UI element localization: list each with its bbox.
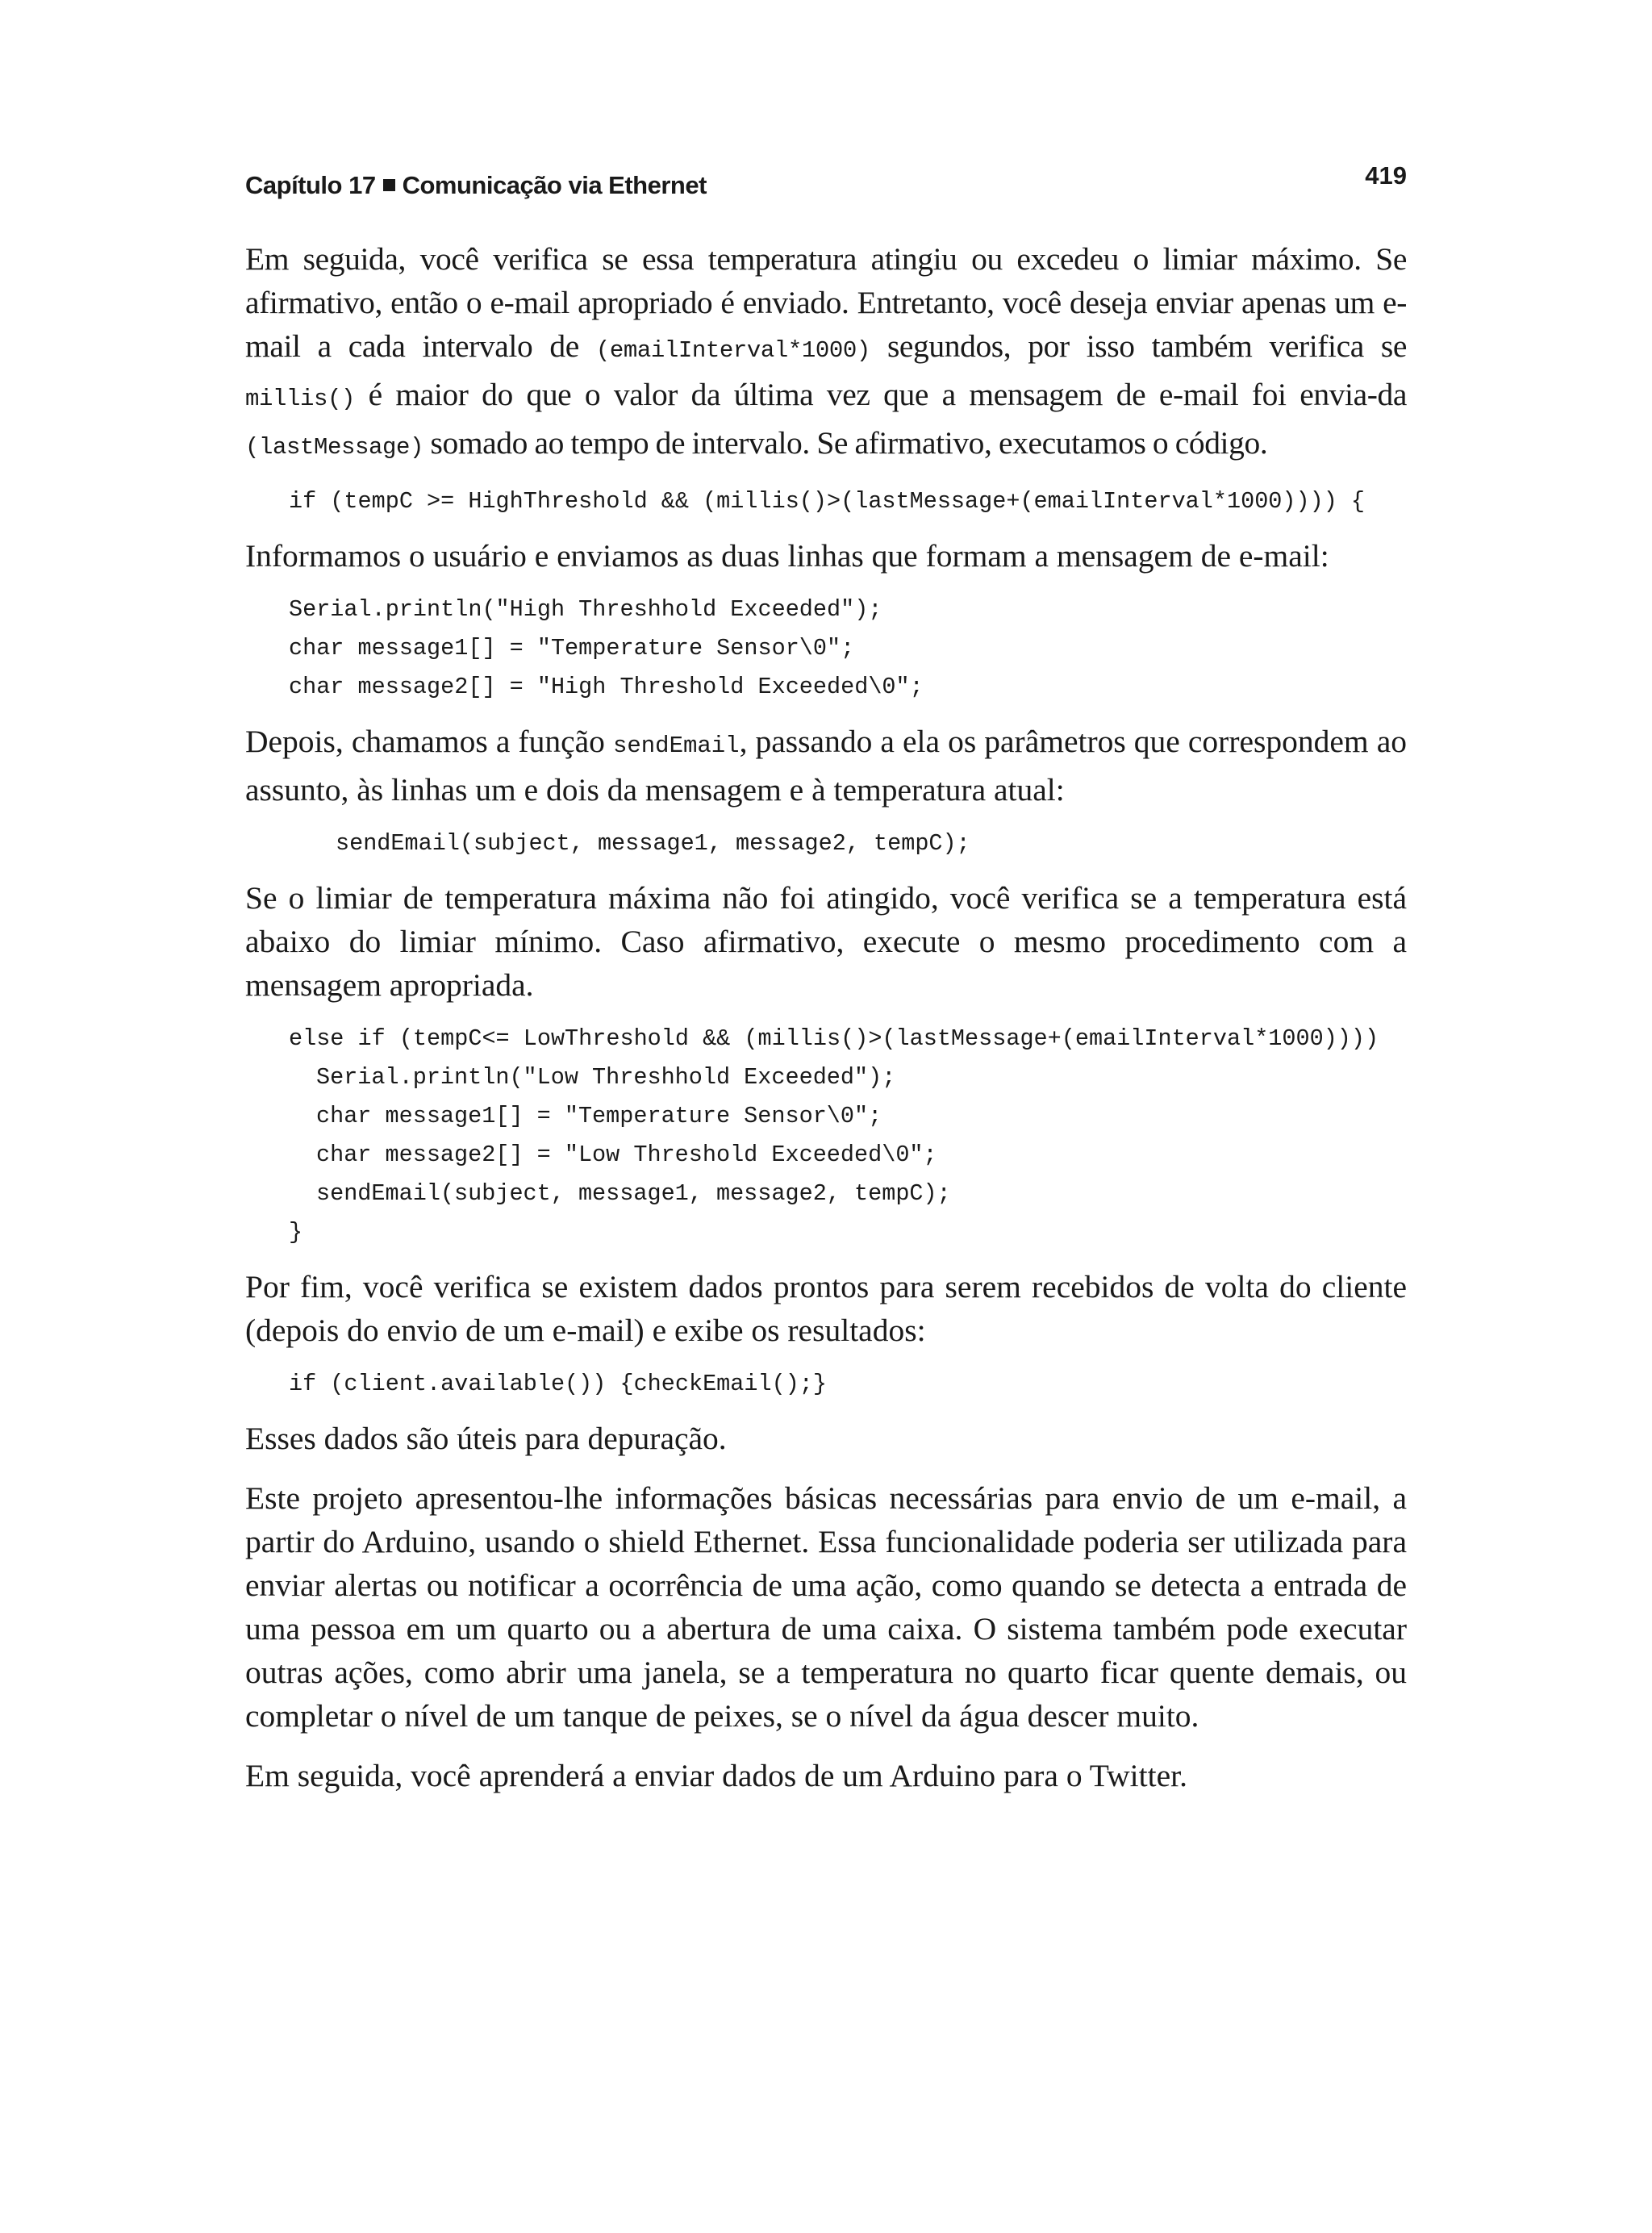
paragraph-1-text-b: segundos, por isso também verifica se xyxy=(870,328,1407,364)
black-square-icon xyxy=(383,179,395,191)
code-line: sendEmail(subject, message1, message2, tempC); xyxy=(336,830,970,857)
paragraph-3 xyxy=(245,720,1407,812)
code-line: char message2[] = "Low Threshold Exceeded\0"; xyxy=(316,1142,937,1168)
inline-code-millis: millis() xyxy=(245,386,356,412)
code-line: if (client.available()) {checkEmail();} xyxy=(289,1371,828,1397)
paragraph-1 xyxy=(245,237,1407,470)
page-body xyxy=(245,237,1407,1814)
code-line: else if (tempC<= LowThreshold && (millis()>(lastMessage+(emailInterval*1000)))) xyxy=(289,1025,1379,1052)
paragraph-3-text-a: Depois, chamamos a função xyxy=(245,724,613,759)
code-line: char message1[] = "Temperature Sensor\0"; xyxy=(289,635,855,662)
code-block-5 xyxy=(245,1365,1407,1404)
chapter-title: Comunicação via Ethernet xyxy=(402,171,707,199)
code-line: char message1[] = "Temperature Sensor\0"; xyxy=(316,1103,882,1129)
code-block-1 xyxy=(245,482,1407,521)
running-title xyxy=(245,171,707,200)
code-line: char message2[] = "High Threshold Exceeded\0"; xyxy=(289,674,924,700)
paragraph-5: Por fim, você verifica se existem dados prontos para serem recebidos de volta do cliente (depois do envio de um e-mail) e exibe os resultados: xyxy=(245,1269,1407,1348)
code-line: if (tempC >= HighThreshold && (millis()>(lastMessage+(emailInterval*1000)))) { xyxy=(289,488,1366,515)
code-block-3 xyxy=(245,824,1407,863)
running-header xyxy=(245,160,1407,208)
code-line: Serial.println("High Threshhold Exceeded"); xyxy=(289,596,882,623)
code-line: sendEmail(subject, message1, message2, tempC); xyxy=(316,1180,951,1207)
paragraph-1-text-a: Em seguida, você verifica se essa temperatura atingiu ou excedeu o limiar máximo. Se afirmativo, então o e-mail apropriado é enviado. Entretanto, você deseja enviar apenas um e-mail a cada intervalo de xyxy=(245,241,1407,364)
chapter-label: Capítulo 17 xyxy=(245,171,376,199)
inline-code-last-message: (lastMessage) xyxy=(245,434,424,461)
paragraph-8: Em seguida, você aprenderá a enviar dados de um Arduino para o Twitter. xyxy=(245,1758,1187,1793)
paragraph-1-text-d: somado ao tempo de intervalo. Se afirmativo, executamos o código. xyxy=(423,425,1268,461)
paragraph-2: Informamos o usuário e enviamos as duas linhas que formam a mensagem de e-mail: xyxy=(245,538,1329,574)
paragraph-1-text-c: é maior do que o valor da última vez que a mensagem de e-mail foi envia-da xyxy=(355,377,1407,412)
code-line: } xyxy=(289,1219,303,1246)
paragraph-4: Se o limiar de temperatura máxima não foi atingido, você verifica se a temperatura está abaixo do limiar mínimo. Caso afirmativo, execute o mesmo procedimento com a mensagem apropriada. xyxy=(245,880,1407,1003)
code-block-4 xyxy=(245,1020,1407,1252)
inline-code-email-interval: (emailInterval*1000) xyxy=(595,337,870,364)
paragraph-7: Este projeto apresentou-lhe informações básicas necessárias para envio de um e-mail, a partir do Arduino, usando o shield Ethernet. Essa funcionalidade poderia ser utilizada para enviar alertas ou notificar a ocorrência de uma ação, como quando se detecta a entrada de uma pessoa em um quarto ou a abertura de uma caixa. O sistema também pode executar outras ações, como abrir uma janela, se a temperatura no quarto ficar quente demais, ou completar o nível de um tanque de peixes, se o nível da água descer muito. xyxy=(245,1480,1407,1734)
code-block-2 xyxy=(245,591,1407,707)
inline-code-send-email: sendEmail xyxy=(612,733,740,759)
paragraph-6: Esses dados são úteis para depuração. xyxy=(245,1421,727,1456)
code-line: Serial.println("Low Threshhold Exceeded"); xyxy=(316,1064,896,1091)
page-number: 419 xyxy=(1365,161,1407,190)
paragraph-3-text-b: , passando a ela os parâmetros que correspondem ao assunto, às linhas um e dois da mensagem e à temperatura atual: xyxy=(245,724,1407,808)
